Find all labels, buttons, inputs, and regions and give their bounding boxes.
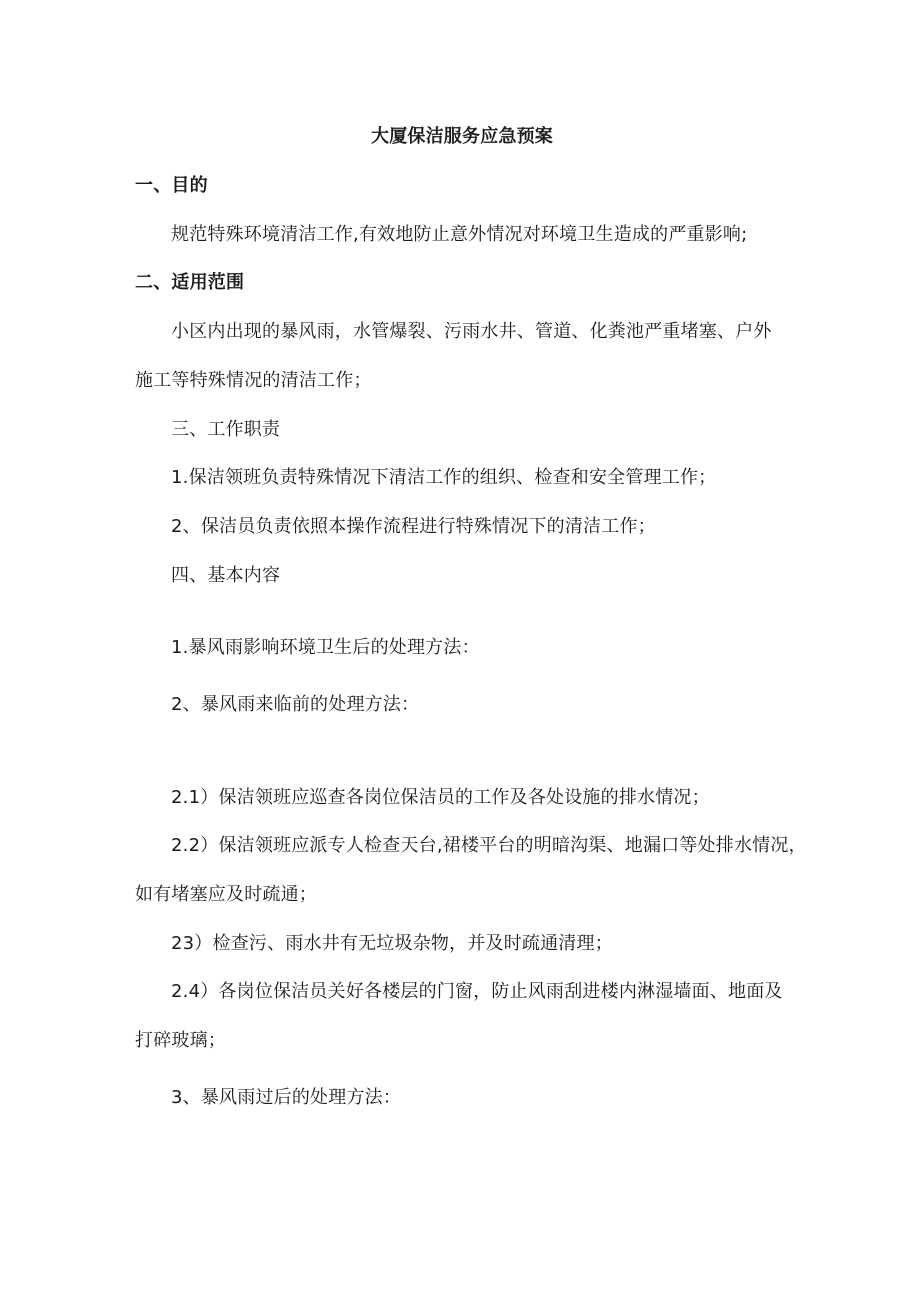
content-item-2-4-line1: 2.4）各岗位保洁员关好各楼层的门窗，防止风雨刮进楼内淋湿墙面、地面及 [171, 981, 783, 1002]
content-item-3: 3、暴风雨过后的处理方法： [171, 1087, 402, 1108]
content-item-2-3: 23）检查污、雨水井有无垃圾杂物，并及时疏通清理； [171, 933, 613, 954]
section-heading-duties: 三、工作职责 [171, 419, 281, 440]
paragraph-scope-line1: 小区内出现的暴风雨，水管爆裂、污雨水井、管道、化粪池严重堵塞、户外 [171, 321, 772, 342]
content-item-2: 2、暴风雨来临前的处理方法： [171, 694, 420, 715]
paragraph-purpose: 规范特殊环境清洁工作,有效地防止意外情况对环境卫生造成的严重影响; [171, 224, 748, 245]
document-title: 大厦保洁服务应急预案 [371, 126, 553, 147]
content-item-2-1: 2.1）保洁领班应巡查各岗位保洁员的工作及各处设施的排水情况； [171, 787, 710, 808]
section-heading-content: 四、基本内容 [171, 565, 281, 586]
section-heading-purpose: 一、目的 [135, 175, 208, 196]
duty-item-1: 1.保洁领班负责特殊情况下清洁工作的组织、检查和安全管理工作； [171, 467, 717, 488]
content-item-2-2-line1: 2.2）保洁领班应派专人检查天台,裙楼平台的明暗沟渠、地漏口等处排水情况， [171, 835, 807, 856]
paragraph-scope-line2: 施工等特殊情况的清洁工作； [135, 370, 372, 391]
duty-item-2: 2、保洁员负责依照本操作流程进行特殊情况下的清洁工作； [171, 516, 656, 537]
content-item-2-4-line2: 打碎玻璃； [135, 1030, 226, 1051]
content-item-1: 1.暴风雨影响环境卫生后的处理方法： [171, 637, 480, 658]
content-item-2-2-line2: 如有堵塞应及时疏通； [135, 884, 317, 905]
section-heading-scope: 二、适用范围 [135, 272, 245, 293]
